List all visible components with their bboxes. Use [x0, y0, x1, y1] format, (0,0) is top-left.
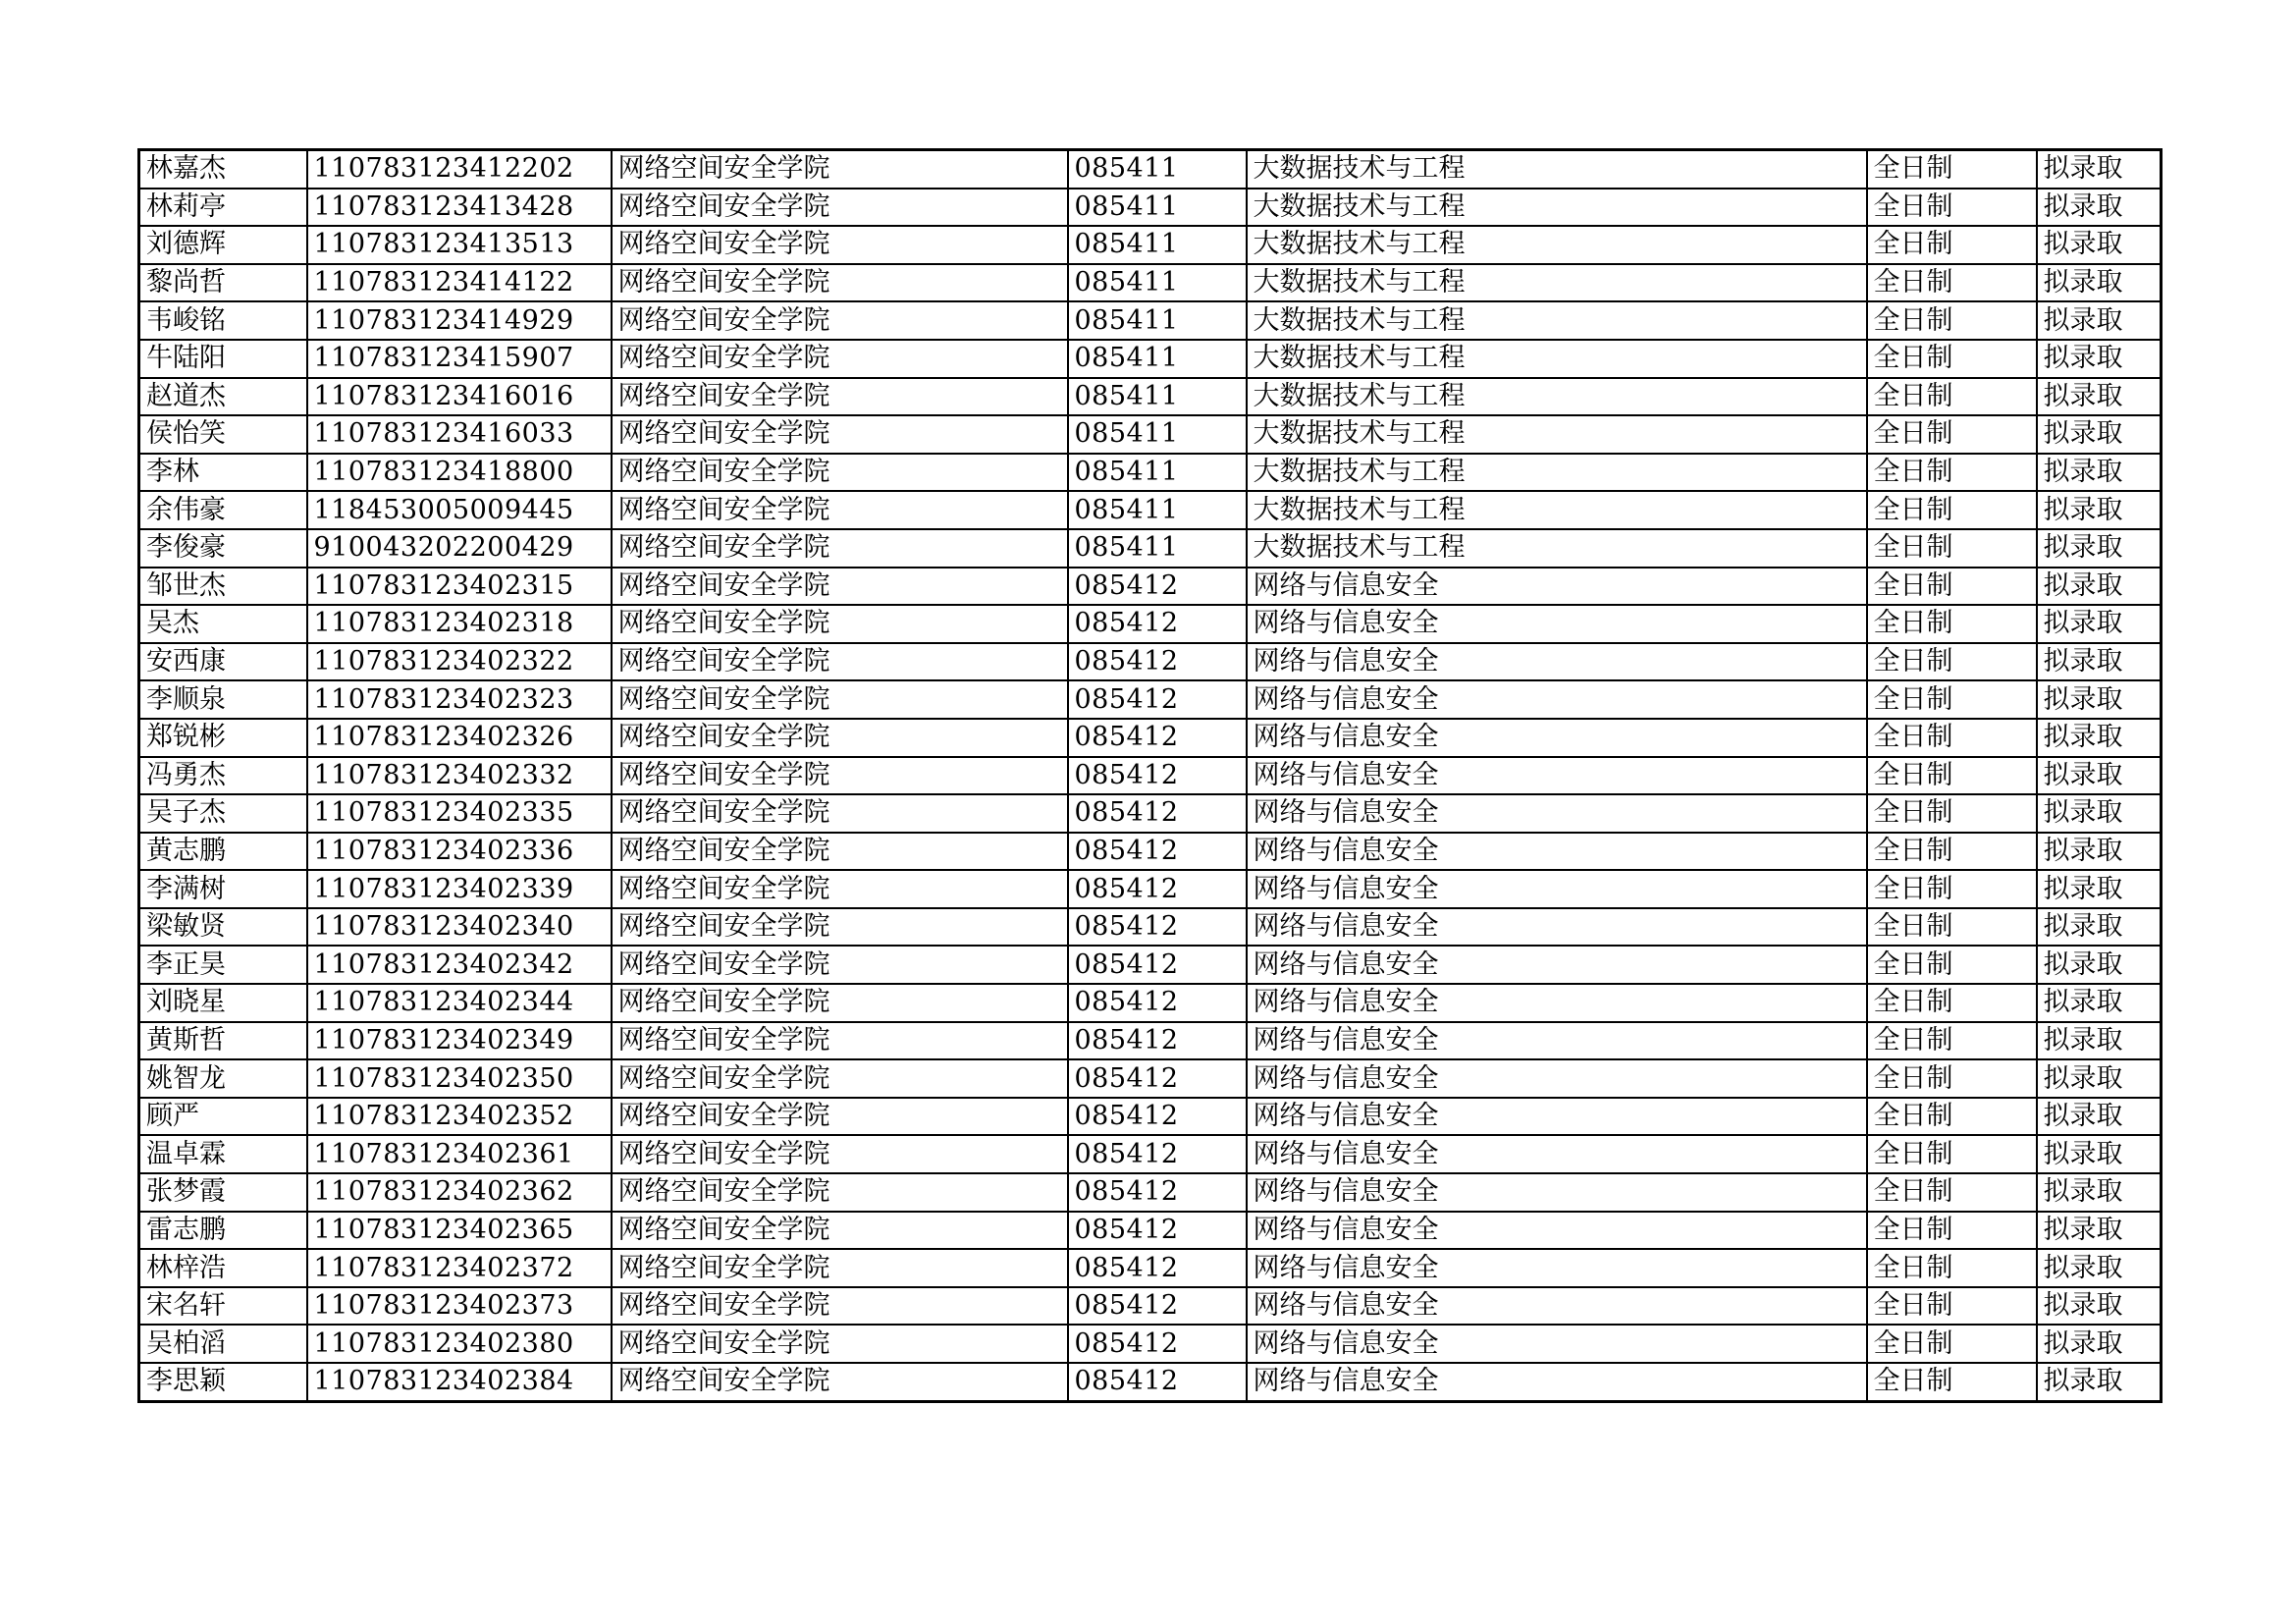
major-name-cell: 网络与信息安全	[1247, 1022, 1867, 1060]
major-code-cell: 085412	[1068, 1059, 1247, 1098]
exam-id-cell: 110783123414929	[307, 301, 612, 340]
major-code-cell: 085411	[1068, 264, 1247, 302]
student-name-cell: 赵道杰	[139, 378, 307, 416]
table-row	[139, 1022, 2162, 1060]
admission-status-cell: 拟录取	[2037, 1325, 2162, 1363]
study-mode-cell: 全日制	[1867, 150, 2037, 189]
table-row	[139, 226, 2162, 264]
study-mode-cell: 全日制	[1867, 1173, 2037, 1212]
school-cell: 网络空间安全学院	[612, 415, 1068, 454]
major-name-cell: 网络与信息安全	[1247, 1363, 1867, 1401]
study-mode-cell: 全日制	[1867, 946, 2037, 984]
major-code-cell: 085412	[1068, 1249, 1247, 1287]
student-name-cell: 宋名轩	[139, 1287, 307, 1326]
school-cell: 网络空间安全学院	[612, 189, 1068, 227]
school-cell: 网络空间安全学院	[612, 605, 1068, 643]
major-name-cell: 网络与信息安全	[1247, 568, 1867, 606]
study-mode-cell: 全日制	[1867, 605, 2037, 643]
exam-id-cell: 110783123402350	[307, 1059, 612, 1098]
study-mode-cell: 全日制	[1867, 1098, 2037, 1136]
exam-id-cell: 110783123402380	[307, 1325, 612, 1363]
exam-id-cell: 110783123402352	[307, 1098, 612, 1136]
table-row	[139, 150, 2162, 189]
study-mode-cell: 全日制	[1867, 301, 2037, 340]
table-row	[139, 264, 2162, 302]
student-name-cell: 侯怡笑	[139, 415, 307, 454]
student-name-cell: 李正昊	[139, 946, 307, 984]
admission-status-cell: 拟录取	[2037, 529, 2162, 568]
exam-id-cell: 110783123402326	[307, 719, 612, 757]
major-code-cell: 085412	[1068, 1173, 1247, 1212]
study-mode-cell: 全日制	[1867, 264, 2037, 302]
admission-status-cell: 拟录取	[2037, 150, 2162, 189]
table-row	[139, 946, 2162, 984]
study-mode-cell: 全日制	[1867, 984, 2037, 1022]
major-name-cell: 网络与信息安全	[1247, 870, 1867, 908]
student-name-cell: 林梓浩	[139, 1249, 307, 1287]
student-name-cell: 冯勇杰	[139, 757, 307, 795]
major-name-cell: 网络与信息安全	[1247, 757, 1867, 795]
exam-id-cell: 110783123402342	[307, 946, 612, 984]
exam-id-cell: 110783123416016	[307, 378, 612, 416]
admission-status-cell: 拟录取	[2037, 226, 2162, 264]
table-row	[139, 1212, 2162, 1250]
school-cell: 网络空间安全学院	[612, 833, 1068, 871]
major-code-cell: 085412	[1068, 1022, 1247, 1060]
study-mode-cell: 全日制	[1867, 340, 2037, 378]
table-row	[139, 1325, 2162, 1363]
exam-id-cell: 110783123402361	[307, 1135, 612, 1173]
student-name-cell: 邹世杰	[139, 568, 307, 606]
admission-list-page	[137, 148, 2160, 1403]
admission-status-cell: 拟录取	[2037, 908, 2162, 947]
school-cell: 网络空间安全学院	[612, 1363, 1068, 1401]
student-name-cell: 梁敏贤	[139, 908, 307, 947]
exam-id-cell: 110783123402349	[307, 1022, 612, 1060]
school-cell: 网络空间安全学院	[612, 150, 1068, 189]
admission-status-cell: 拟录取	[2037, 1059, 2162, 1098]
major-code-cell: 085411	[1068, 378, 1247, 416]
admission-status-cell: 拟录取	[2037, 568, 2162, 606]
table-row	[139, 1363, 2162, 1401]
major-name-cell: 网络与信息安全	[1247, 1059, 1867, 1098]
major-code-cell: 085411	[1068, 529, 1247, 568]
admission-status-cell: 拟录取	[2037, 1249, 2162, 1287]
study-mode-cell: 全日制	[1867, 1022, 2037, 1060]
table-row	[139, 1173, 2162, 1212]
admission-status-cell: 拟录取	[2037, 1173, 2162, 1212]
major-code-cell: 085412	[1068, 946, 1247, 984]
student-name-cell: 顾严	[139, 1098, 307, 1136]
table-row	[139, 870, 2162, 908]
major-name-cell: 大数据技术与工程	[1247, 264, 1867, 302]
major-name-cell: 网络与信息安全	[1247, 908, 1867, 947]
student-name-cell: 雷志鹏	[139, 1212, 307, 1250]
admission-status-cell: 拟录取	[2037, 1135, 2162, 1173]
major-code-cell: 085411	[1068, 415, 1247, 454]
admission-status-cell: 拟录取	[2037, 1287, 2162, 1326]
student-name-cell: 黄志鹏	[139, 833, 307, 871]
major-name-cell: 网络与信息安全	[1247, 984, 1867, 1022]
student-name-cell: 温卓霖	[139, 1135, 307, 1173]
table-row	[139, 1249, 2162, 1287]
admission-table-body	[139, 150, 2162, 1402]
major-code-cell: 085411	[1068, 340, 1247, 378]
major-name-cell: 大数据技术与工程	[1247, 189, 1867, 227]
school-cell: 网络空间安全学院	[612, 1173, 1068, 1212]
admission-status-cell: 拟录取	[2037, 189, 2162, 227]
table-row	[139, 301, 2162, 340]
major-code-cell: 085412	[1068, 1135, 1247, 1173]
study-mode-cell: 全日制	[1867, 870, 2037, 908]
study-mode-cell: 全日制	[1867, 415, 2037, 454]
exam-id-cell: 110783123402322	[307, 643, 612, 681]
table-row	[139, 984, 2162, 1022]
exam-id-cell: 110783123416033	[307, 415, 612, 454]
major-name-cell: 大数据技术与工程	[1247, 491, 1867, 529]
school-cell: 网络空间安全学院	[612, 491, 1068, 529]
school-cell: 网络空间安全学院	[612, 1059, 1068, 1098]
study-mode-cell: 全日制	[1867, 1363, 2037, 1401]
study-mode-cell: 全日制	[1867, 1212, 2037, 1250]
major-name-cell: 网络与信息安全	[1247, 719, 1867, 757]
student-name-cell: 吴柏滔	[139, 1325, 307, 1363]
admission-status-cell: 拟录取	[2037, 378, 2162, 416]
major-code-cell: 085412	[1068, 794, 1247, 833]
major-name-cell: 大数据技术与工程	[1247, 301, 1867, 340]
table-row	[139, 529, 2162, 568]
school-cell: 网络空间安全学院	[612, 529, 1068, 568]
student-name-cell: 张梦霞	[139, 1173, 307, 1212]
major-code-cell: 085411	[1068, 454, 1247, 492]
table-row	[139, 189, 2162, 227]
student-name-cell: 李俊豪	[139, 529, 307, 568]
exam-id-cell: 110783123402318	[307, 605, 612, 643]
admission-status-cell: 拟录取	[2037, 415, 2162, 454]
major-code-cell: 085412	[1068, 833, 1247, 871]
admission-status-cell: 拟录取	[2037, 680, 2162, 719]
exam-id-cell: 910043202200429	[307, 529, 612, 568]
school-cell: 网络空间安全学院	[612, 680, 1068, 719]
admission-status-cell: 拟录取	[2037, 1212, 2162, 1250]
admission-status-cell: 拟录取	[2037, 870, 2162, 908]
admission-status-cell: 拟录取	[2037, 454, 2162, 492]
exam-id-cell: 110783123413513	[307, 226, 612, 264]
student-name-cell: 李顺泉	[139, 680, 307, 719]
admission-table	[137, 148, 2163, 1403]
student-name-cell: 黄斯哲	[139, 1022, 307, 1060]
exam-id-cell: 110783123402339	[307, 870, 612, 908]
exam-id-cell: 110783123402323	[307, 680, 612, 719]
school-cell: 网络空间安全学院	[612, 757, 1068, 795]
table-row	[139, 491, 2162, 529]
table-row	[139, 454, 2162, 492]
study-mode-cell: 全日制	[1867, 908, 2037, 947]
school-cell: 网络空间安全学院	[612, 1249, 1068, 1287]
study-mode-cell: 全日制	[1867, 1249, 2037, 1287]
major-code-cell: 085412	[1068, 757, 1247, 795]
major-name-cell: 网络与信息安全	[1247, 1098, 1867, 1136]
major-code-cell: 085412	[1068, 605, 1247, 643]
admission-status-cell: 拟录取	[2037, 719, 2162, 757]
table-row	[139, 908, 2162, 947]
exam-id-cell: 110783123412202	[307, 150, 612, 189]
table-row	[139, 757, 2162, 795]
school-cell: 网络空间安全学院	[612, 378, 1068, 416]
school-cell: 网络空间安全学院	[612, 984, 1068, 1022]
table-row	[139, 415, 2162, 454]
study-mode-cell: 全日制	[1867, 794, 2037, 833]
major-code-cell: 085412	[1068, 1287, 1247, 1326]
student-name-cell: 郑锐彬	[139, 719, 307, 757]
school-cell: 网络空间安全学院	[612, 719, 1068, 757]
admission-status-cell: 拟录取	[2037, 984, 2162, 1022]
exam-id-cell: 110783123402362	[307, 1173, 612, 1212]
exam-id-cell: 110783123402365	[307, 1212, 612, 1250]
table-row	[139, 833, 2162, 871]
admission-status-cell: 拟录取	[2037, 340, 2162, 378]
admission-status-cell: 拟录取	[2037, 1363, 2162, 1401]
study-mode-cell: 全日制	[1867, 1135, 2037, 1173]
study-mode-cell: 全日制	[1867, 680, 2037, 719]
table-row	[139, 643, 2162, 681]
major-code-cell: 085412	[1068, 719, 1247, 757]
major-code-cell: 085412	[1068, 1212, 1247, 1250]
table-row	[139, 1135, 2162, 1173]
major-name-cell: 网络与信息安全	[1247, 1212, 1867, 1250]
student-name-cell: 林嘉杰	[139, 150, 307, 189]
major-code-cell: 085412	[1068, 870, 1247, 908]
admission-status-cell: 拟录取	[2037, 794, 2162, 833]
exam-id-cell: 110783123402336	[307, 833, 612, 871]
student-name-cell: 吴杰	[139, 605, 307, 643]
study-mode-cell: 全日制	[1867, 454, 2037, 492]
student-name-cell: 林莉亭	[139, 189, 307, 227]
major-name-cell: 网络与信息安全	[1247, 680, 1867, 719]
exam-id-cell: 110783123402373	[307, 1287, 612, 1326]
school-cell: 网络空间安全学院	[612, 301, 1068, 340]
major-name-cell: 大数据技术与工程	[1247, 529, 1867, 568]
school-cell: 网络空间安全学院	[612, 1287, 1068, 1326]
major-name-cell: 网络与信息安全	[1247, 1287, 1867, 1326]
exam-id-cell: 110783123402315	[307, 568, 612, 606]
school-cell: 网络空间安全学院	[612, 1135, 1068, 1173]
table-row	[139, 719, 2162, 757]
major-code-cell: 085411	[1068, 301, 1247, 340]
major-name-cell: 网络与信息安全	[1247, 1135, 1867, 1173]
major-name-cell: 大数据技术与工程	[1247, 378, 1867, 416]
major-name-cell: 网络与信息安全	[1247, 1173, 1867, 1212]
table-row	[139, 605, 2162, 643]
major-name-cell: 大数据技术与工程	[1247, 454, 1867, 492]
school-cell: 网络空间安全学院	[612, 1022, 1068, 1060]
major-code-cell: 085411	[1068, 189, 1247, 227]
exam-id-cell: 110783123402340	[307, 908, 612, 947]
major-code-cell: 085412	[1068, 680, 1247, 719]
student-name-cell: 刘晓星	[139, 984, 307, 1022]
major-name-cell: 大数据技术与工程	[1247, 340, 1867, 378]
exam-id-cell: 110783123415907	[307, 340, 612, 378]
table-row	[139, 378, 2162, 416]
exam-id-cell: 110783123402335	[307, 794, 612, 833]
study-mode-cell: 全日制	[1867, 491, 2037, 529]
study-mode-cell: 全日制	[1867, 226, 2037, 264]
student-name-cell: 吴子杰	[139, 794, 307, 833]
student-name-cell: 刘德辉	[139, 226, 307, 264]
exam-id-cell: 110783123402384	[307, 1363, 612, 1401]
admission-status-cell: 拟录取	[2037, 301, 2162, 340]
exam-id-cell: 110783123418800	[307, 454, 612, 492]
major-code-cell: 085412	[1068, 908, 1247, 947]
student-name-cell: 余伟豪	[139, 491, 307, 529]
school-cell: 网络空间安全学院	[612, 340, 1068, 378]
table-row	[139, 794, 2162, 833]
major-name-cell: 网络与信息安全	[1247, 605, 1867, 643]
major-name-cell: 网络与信息安全	[1247, 1325, 1867, 1363]
major-name-cell: 大数据技术与工程	[1247, 226, 1867, 264]
major-name-cell: 网络与信息安全	[1247, 794, 1867, 833]
school-cell: 网络空间安全学院	[612, 226, 1068, 264]
table-row	[139, 568, 2162, 606]
school-cell: 网络空间安全学院	[612, 454, 1068, 492]
major-code-cell: 085412	[1068, 1363, 1247, 1401]
major-code-cell: 085412	[1068, 643, 1247, 681]
study-mode-cell: 全日制	[1867, 189, 2037, 227]
admission-status-cell: 拟录取	[2037, 491, 2162, 529]
exam-id-cell: 118453005009445	[307, 491, 612, 529]
table-row	[139, 1059, 2162, 1098]
major-name-cell: 大数据技术与工程	[1247, 150, 1867, 189]
student-name-cell: 安西康	[139, 643, 307, 681]
major-code-cell: 085412	[1068, 1098, 1247, 1136]
major-code-cell: 085412	[1068, 1325, 1247, 1363]
student-name-cell: 李思颖	[139, 1363, 307, 1401]
admission-status-cell: 拟录取	[2037, 757, 2162, 795]
table-row	[139, 680, 2162, 719]
study-mode-cell: 全日制	[1867, 568, 2037, 606]
admission-status-cell: 拟录取	[2037, 1098, 2162, 1136]
major-code-cell: 085411	[1068, 150, 1247, 189]
major-name-cell: 网络与信息安全	[1247, 946, 1867, 984]
admission-status-cell: 拟录取	[2037, 946, 2162, 984]
student-name-cell: 李满树	[139, 870, 307, 908]
major-name-cell: 大数据技术与工程	[1247, 415, 1867, 454]
school-cell: 网络空间安全学院	[612, 794, 1068, 833]
table-row	[139, 340, 2162, 378]
major-name-cell: 网络与信息安全	[1247, 833, 1867, 871]
study-mode-cell: 全日制	[1867, 1325, 2037, 1363]
major-code-cell: 085411	[1068, 226, 1247, 264]
major-code-cell: 085412	[1068, 568, 1247, 606]
exam-id-cell: 110783123402372	[307, 1249, 612, 1287]
study-mode-cell: 全日制	[1867, 719, 2037, 757]
table-row	[139, 1098, 2162, 1136]
major-name-cell: 网络与信息安全	[1247, 1249, 1867, 1287]
major-code-cell: 085412	[1068, 984, 1247, 1022]
school-cell: 网络空间安全学院	[612, 643, 1068, 681]
school-cell: 网络空间安全学院	[612, 870, 1068, 908]
admission-status-cell: 拟录取	[2037, 1022, 2162, 1060]
admission-status-cell: 拟录取	[2037, 264, 2162, 302]
exam-id-cell: 110783123402332	[307, 757, 612, 795]
admission-status-cell: 拟录取	[2037, 605, 2162, 643]
student-name-cell: 李林	[139, 454, 307, 492]
school-cell: 网络空间安全学院	[612, 908, 1068, 947]
school-cell: 网络空间安全学院	[612, 568, 1068, 606]
exam-id-cell: 110783123413428	[307, 189, 612, 227]
school-cell: 网络空间安全学院	[612, 1325, 1068, 1363]
exam-id-cell: 110783123402344	[307, 984, 612, 1022]
study-mode-cell: 全日制	[1867, 643, 2037, 681]
school-cell: 网络空间安全学院	[612, 1098, 1068, 1136]
study-mode-cell: 全日制	[1867, 757, 2037, 795]
school-cell: 网络空间安全学院	[612, 1212, 1068, 1250]
study-mode-cell: 全日制	[1867, 1287, 2037, 1326]
school-cell: 网络空间安全学院	[612, 264, 1068, 302]
admission-status-cell: 拟录取	[2037, 833, 2162, 871]
study-mode-cell: 全日制	[1867, 833, 2037, 871]
student-name-cell: 牛陆阳	[139, 340, 307, 378]
admission-status-cell: 拟录取	[2037, 643, 2162, 681]
study-mode-cell: 全日制	[1867, 378, 2037, 416]
exam-id-cell: 110783123414122	[307, 264, 612, 302]
school-cell: 网络空间安全学院	[612, 946, 1068, 984]
student-name-cell: 韦峻铭	[139, 301, 307, 340]
study-mode-cell: 全日制	[1867, 529, 2037, 568]
study-mode-cell: 全日制	[1867, 1059, 2037, 1098]
student-name-cell: 黎尚哲	[139, 264, 307, 302]
major-name-cell: 网络与信息安全	[1247, 643, 1867, 681]
major-code-cell: 085411	[1068, 491, 1247, 529]
table-row	[139, 1287, 2162, 1326]
student-name-cell: 姚智龙	[139, 1059, 307, 1098]
